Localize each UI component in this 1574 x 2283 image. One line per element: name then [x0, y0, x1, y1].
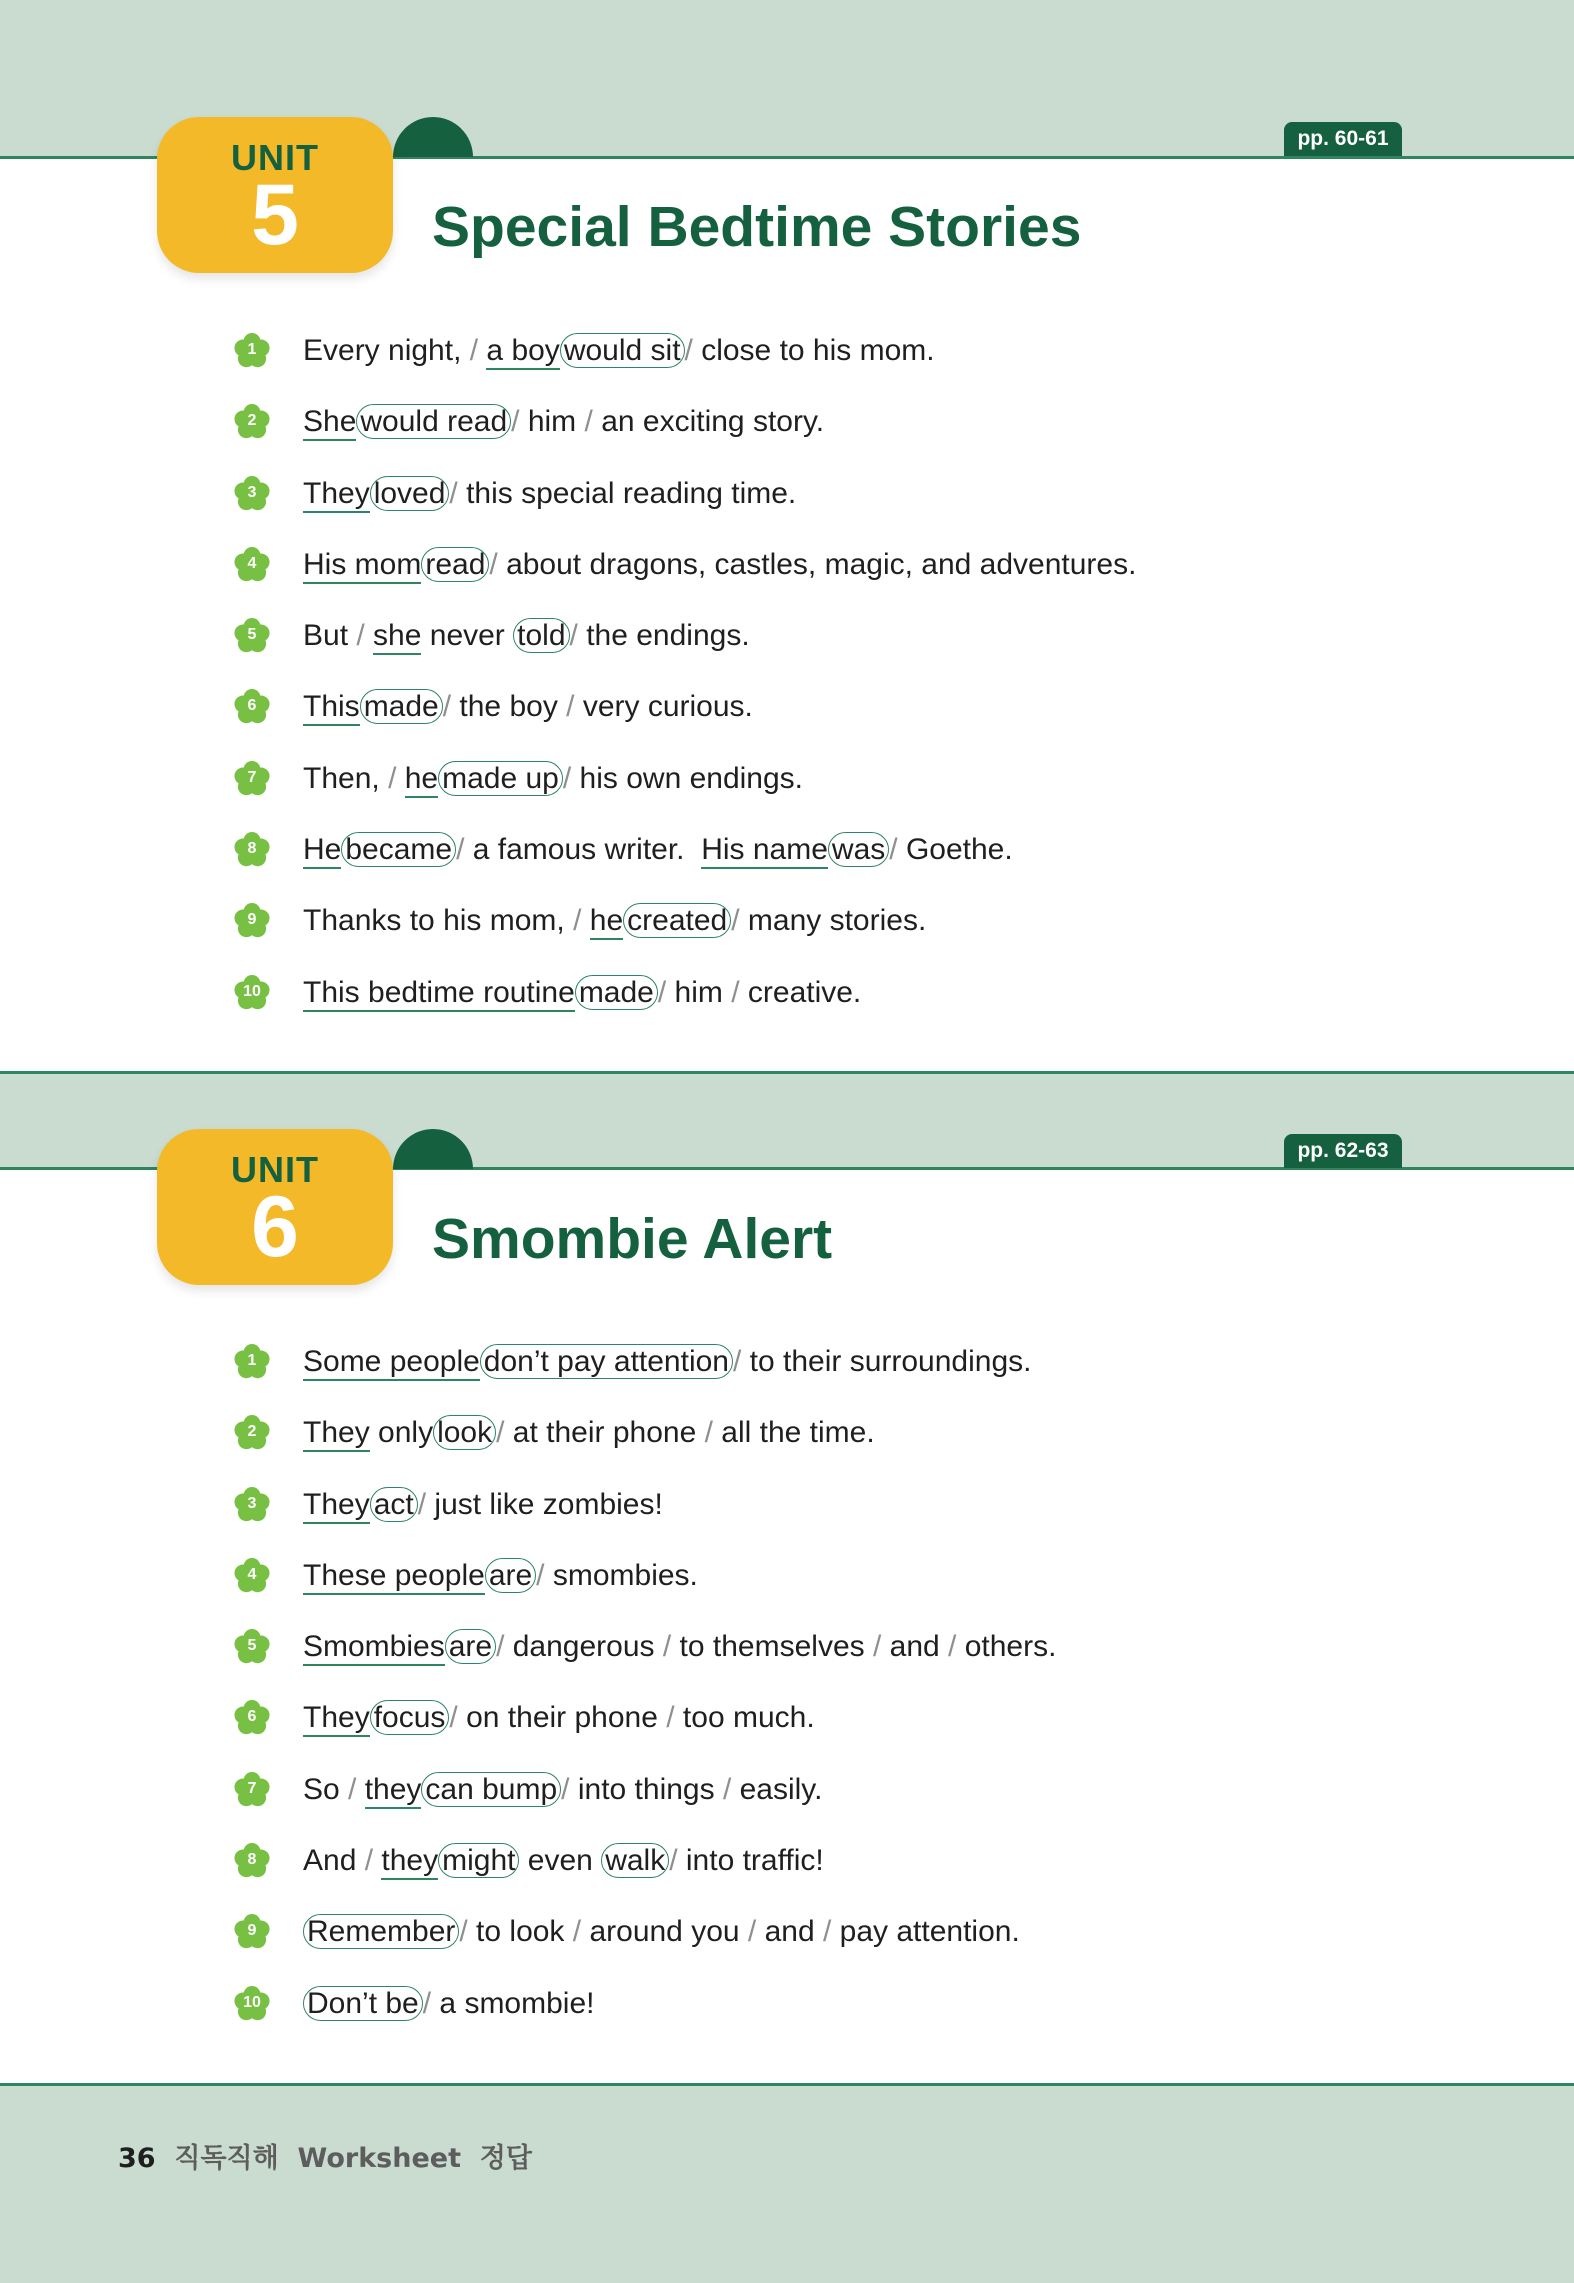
sentence-number: 8	[247, 840, 257, 858]
sentence-item	[232, 1555, 1532, 1626]
chunk-slash: /	[422, 1986, 440, 2020]
unit-title: Special Bedtime Stories	[432, 195, 1082, 259]
sentence-number-badge	[232, 1983, 272, 2023]
sentence-text: easily.	[739, 1772, 823, 1806]
sentence-number: 9	[247, 1922, 257, 1940]
subject-underline: Some people	[303, 1345, 480, 1381]
subject-underline: they	[365, 1773, 422, 1809]
sentence-text: to their surroundings.	[749, 1345, 1032, 1378]
sentence-text: his own endings.	[579, 761, 804, 795]
subject-underline: She	[303, 405, 356, 441]
chunk-slash: /	[561, 1772, 578, 1806]
chunk-slash: /	[356, 619, 374, 653]
sentence-item	[232, 473, 1532, 544]
chunk-slash: /	[511, 405, 528, 439]
sentence-number-badge	[232, 1341, 272, 1381]
sentence-item	[232, 900, 1532, 971]
sentence-number: 5	[247, 626, 257, 644]
subject-underline: they	[381, 1844, 438, 1880]
sentence-item	[232, 1412, 1532, 1483]
sentence-number: 1	[247, 1352, 257, 1369]
subject-underline: They	[303, 1701, 370, 1737]
chunk-slash: /	[364, 1844, 382, 1878]
sentence-number-badge	[232, 1412, 272, 1452]
chunk-slash: /	[348, 1772, 365, 1806]
sentence-number: 10	[243, 982, 261, 1000]
sentence-item	[232, 330, 1532, 401]
sentence	[303, 759, 803, 799]
chunk-slash: /	[496, 1416, 513, 1450]
sentence-text: And	[303, 1844, 365, 1878]
sentence	[303, 1984, 594, 2024]
sentence-number-badge	[232, 1769, 272, 1809]
chunk-slash: /	[732, 1345, 750, 1378]
verb-circled: can bump	[421, 1772, 561, 1807]
subject-underline: His mom	[303, 548, 421, 584]
chunk-slash: /	[872, 1630, 890, 1664]
sentence-number-badge	[232, 1840, 272, 1880]
sentence	[303, 1912, 1020, 1952]
sentence-item	[232, 544, 1532, 615]
sentence-text: to look	[476, 1915, 573, 1949]
sentence	[303, 474, 796, 514]
sentence	[303, 1770, 822, 1810]
sentence-item	[232, 615, 1532, 686]
verb-circled: would read	[356, 404, 511, 439]
subject-underline: This bedtime routine	[303, 976, 575, 1012]
chunk-slash: /	[666, 1701, 683, 1735]
sentence-text: But	[303, 619, 357, 653]
subject-underline: Smombies	[303, 1630, 445, 1666]
verb-circled: became	[341, 832, 456, 867]
sentence-number: 7	[247, 1779, 257, 1797]
sentence-item	[232, 686, 1532, 757]
sentence-number-badge	[232, 686, 272, 726]
subject-underline: a boy	[486, 334, 559, 370]
verb-circled: loved	[370, 476, 450, 511]
sentence-text: smombies.	[552, 1558, 698, 1592]
sentence-text: him	[674, 975, 732, 1009]
verb-circled: was	[828, 832, 889, 867]
sentence-item	[232, 829, 1532, 900]
sentence-text: others.	[964, 1630, 1057, 1664]
chunk-slash: /	[747, 1915, 765, 1949]
verb-circled: might	[438, 1843, 519, 1878]
chunk-slash: /	[469, 334, 487, 367]
page-number: 36	[118, 2143, 156, 2174]
subject-underline: This	[303, 690, 360, 726]
sentence	[303, 1627, 1056, 1667]
sentence-number-badge	[232, 473, 272, 513]
chunk-slash: /	[584, 405, 602, 439]
sentence-text: many stories.	[747, 904, 927, 938]
subject-underline: They	[303, 1488, 370, 1524]
sentence-text: into traffic!	[685, 1844, 824, 1878]
verb-circled: Don’t be	[303, 1986, 423, 2021]
sentence-number-badge	[232, 401, 272, 441]
chunk-slash: /	[669, 1844, 686, 1878]
footer-title: 직독직해 Worksheet 정답	[174, 2143, 532, 2174]
sentence-number-badge	[232, 900, 272, 940]
sentence-item	[232, 1697, 1532, 1768]
sentence-text: a famous writer.	[472, 833, 702, 867]
sentence-number: 8	[247, 1851, 257, 1869]
chunk-slash: /	[417, 1487, 435, 1521]
verb-circled: are	[485, 1558, 536, 1593]
verb-circled: look	[433, 1415, 496, 1450]
sentence-number: 7	[247, 768, 257, 786]
sentence-list	[232, 330, 1532, 1043]
chunk-slash: /	[731, 904, 748, 938]
sentence-number: 2	[247, 1423, 257, 1441]
verb-circled: are	[445, 1629, 496, 1664]
sentence-item	[232, 1484, 1532, 1555]
sentence-item	[232, 1341, 1532, 1412]
chunk-slash: /	[459, 1915, 477, 1949]
sentence-number: 9	[247, 911, 257, 929]
sentence-number: 1	[247, 341, 257, 358]
chunk-slash: /	[948, 1630, 965, 1664]
unit-badge	[157, 1129, 393, 1285]
subject-underline: He	[303, 833, 341, 869]
sentence-text: at their phone	[512, 1416, 705, 1450]
sentence-text: too much.	[682, 1701, 815, 1735]
unit-title: Smombie Alert	[432, 1207, 833, 1271]
verb-circled: made	[360, 689, 443, 724]
sentence-text: dangerous	[512, 1630, 663, 1664]
unit-number: 5	[251, 167, 299, 263]
subject-underline: They	[303, 477, 370, 513]
sentence-text: about dragons, castles, magic, and adventures.	[506, 547, 1137, 581]
sentence-text: and	[889, 1630, 949, 1664]
verb-circled: created	[623, 903, 731, 938]
verb-circled: made	[575, 975, 658, 1010]
verb-circled: would sit	[560, 333, 685, 368]
sentence	[303, 402, 824, 442]
page-reference-badge: pp. 62-63	[1284, 1134, 1402, 1168]
unit-label: UNIT	[231, 1149, 319, 1190]
sentence-number-badge	[232, 1626, 272, 1666]
sentence-text: a smombie!	[439, 1986, 595, 2020]
sentence-text: all the time.	[721, 1416, 875, 1450]
chunk-slash: /	[731, 975, 748, 1009]
sentence-item	[232, 1840, 1532, 1911]
subject-underline: They	[303, 1416, 370, 1452]
sentence-text: only	[369, 1416, 434, 1450]
sentence-number: 2	[247, 412, 257, 430]
sentence-number-badge	[232, 972, 272, 1012]
chunk-slash: /	[388, 761, 405, 795]
sentence-text: pay attention.	[839, 1915, 1020, 1949]
verb-circled: read	[421, 547, 489, 582]
sentence-list	[232, 1341, 1532, 2054]
sentence	[303, 1556, 698, 1596]
footer-rule	[0, 2083, 1574, 2086]
sentence-text: and	[764, 1915, 823, 1949]
sentence-number-badge	[232, 829, 272, 869]
subject-underline: His name	[701, 833, 828, 869]
sentence	[303, 973, 861, 1013]
chunk-slash: /	[562, 761, 580, 795]
sentence-item	[232, 972, 1532, 1043]
unit-label: UNIT	[231, 137, 319, 178]
chunk-slash: /	[572, 1915, 590, 1949]
sentence	[303, 616, 750, 656]
sentence-text: So	[303, 1772, 349, 1806]
verb-circled: made up	[438, 761, 563, 796]
chunk-slash: /	[449, 476, 467, 510]
chunk-slash: /	[573, 904, 590, 938]
sentence-number: 3	[247, 1494, 257, 1512]
subject-underline: she	[373, 619, 421, 655]
sentence	[303, 1698, 815, 1738]
chunk-slash: /	[569, 619, 587, 653]
sentence-text: into things	[577, 1772, 723, 1806]
sentence	[303, 687, 753, 727]
sentence-text: on their phone	[466, 1701, 667, 1735]
chunk-slash: /	[489, 547, 507, 581]
sentence-text: him	[527, 405, 585, 439]
sentence	[303, 901, 926, 941]
sentence	[303, 545, 1136, 585]
middle-rule-top	[0, 1071, 1574, 1074]
subject-underline: he	[405, 762, 438, 798]
sentence-text: Then,	[303, 761, 389, 795]
chunk-slash: /	[657, 975, 675, 1009]
subject-underline: he	[590, 904, 623, 940]
sentence-text: very curious.	[582, 690, 753, 724]
chunk-slash: /	[822, 1915, 840, 1949]
sentence	[303, 1342, 1031, 1382]
chunk-slash: /	[684, 334, 702, 367]
sentence-number: 3	[247, 483, 257, 501]
verb-circled: focus	[370, 1700, 450, 1735]
sentence-number-badge	[232, 1555, 272, 1595]
sentence-item	[232, 1983, 1532, 2054]
sentence	[303, 830, 1013, 870]
chunk-slash: /	[662, 1630, 680, 1664]
footer-band	[0, 2085, 1574, 2283]
sentence-number-badge	[232, 615, 272, 655]
sentence-text: this special reading time.	[466, 476, 797, 510]
sentence	[303, 1485, 663, 1525]
sentence-number-badge	[232, 1484, 272, 1524]
chunk-slash: /	[456, 833, 473, 867]
chunk-slash: /	[496, 1630, 513, 1664]
sentence-number: 4	[247, 1565, 257, 1583]
sentence-item	[232, 1769, 1532, 1840]
sentence-text: an exciting story.	[601, 405, 825, 439]
sentence-item	[232, 401, 1532, 472]
footer	[118, 2136, 532, 2175]
sentence-item	[232, 1626, 1532, 1697]
sentence-number: 6	[247, 1708, 257, 1726]
verb-circled: told	[513, 618, 569, 653]
page-reference-badge: pp. 60-61	[1284, 122, 1402, 156]
sentence-text: the endings.	[586, 619, 750, 653]
sentence	[303, 1413, 875, 1453]
sentence	[303, 1841, 824, 1881]
verb-circled: Remember	[303, 1914, 459, 1949]
sentence-number-badge	[232, 1697, 272, 1737]
sentence-number-badge	[232, 330, 272, 370]
sentence-number-badge	[232, 1911, 272, 1951]
unit-number: 6	[251, 1179, 299, 1275]
sentence-text: to themselves	[679, 1630, 873, 1664]
sentence-number: 6	[247, 697, 257, 715]
sentence-text: never	[421, 619, 514, 653]
sentence-text: even	[519, 1844, 602, 1878]
chunk-slash: /	[449, 1701, 467, 1735]
sentence-number: 4	[247, 554, 257, 572]
sentence-number-badge	[232, 544, 272, 584]
chunk-slash: /	[536, 1558, 553, 1592]
verb-circled: walk	[601, 1843, 669, 1878]
subject-underline: These people	[303, 1559, 485, 1595]
sentence-number: 10	[243, 1993, 261, 2011]
sentence-text: around you	[589, 1915, 748, 1949]
sentence-item	[232, 758, 1532, 829]
sentence-text: close to his mom.	[701, 334, 935, 367]
chunk-slash: /	[566, 690, 583, 724]
sentence-text: creative.	[747, 975, 862, 1009]
chunk-slash: /	[442, 690, 460, 724]
sentence-text: Thanks to his mom,	[303, 904, 574, 938]
verb-circled: act	[370, 1487, 418, 1522]
sentence-number-badge	[232, 758, 272, 798]
unit-badge	[157, 117, 393, 273]
chunk-slash: /	[722, 1772, 740, 1806]
sentence-text: the boy	[459, 690, 567, 724]
chunk-slash: /	[889, 833, 906, 867]
chunk-slash: /	[704, 1416, 722, 1450]
verb-circled: don’t pay attention	[480, 1344, 733, 1379]
sentence-number: 5	[247, 1637, 257, 1655]
sentence-text: Goethe.	[905, 833, 1013, 867]
sentence-text: just like zombies!	[434, 1487, 663, 1521]
sentence-item	[232, 1911, 1532, 1982]
sentence-text: Every night,	[303, 334, 470, 367]
sentence	[303, 331, 935, 371]
